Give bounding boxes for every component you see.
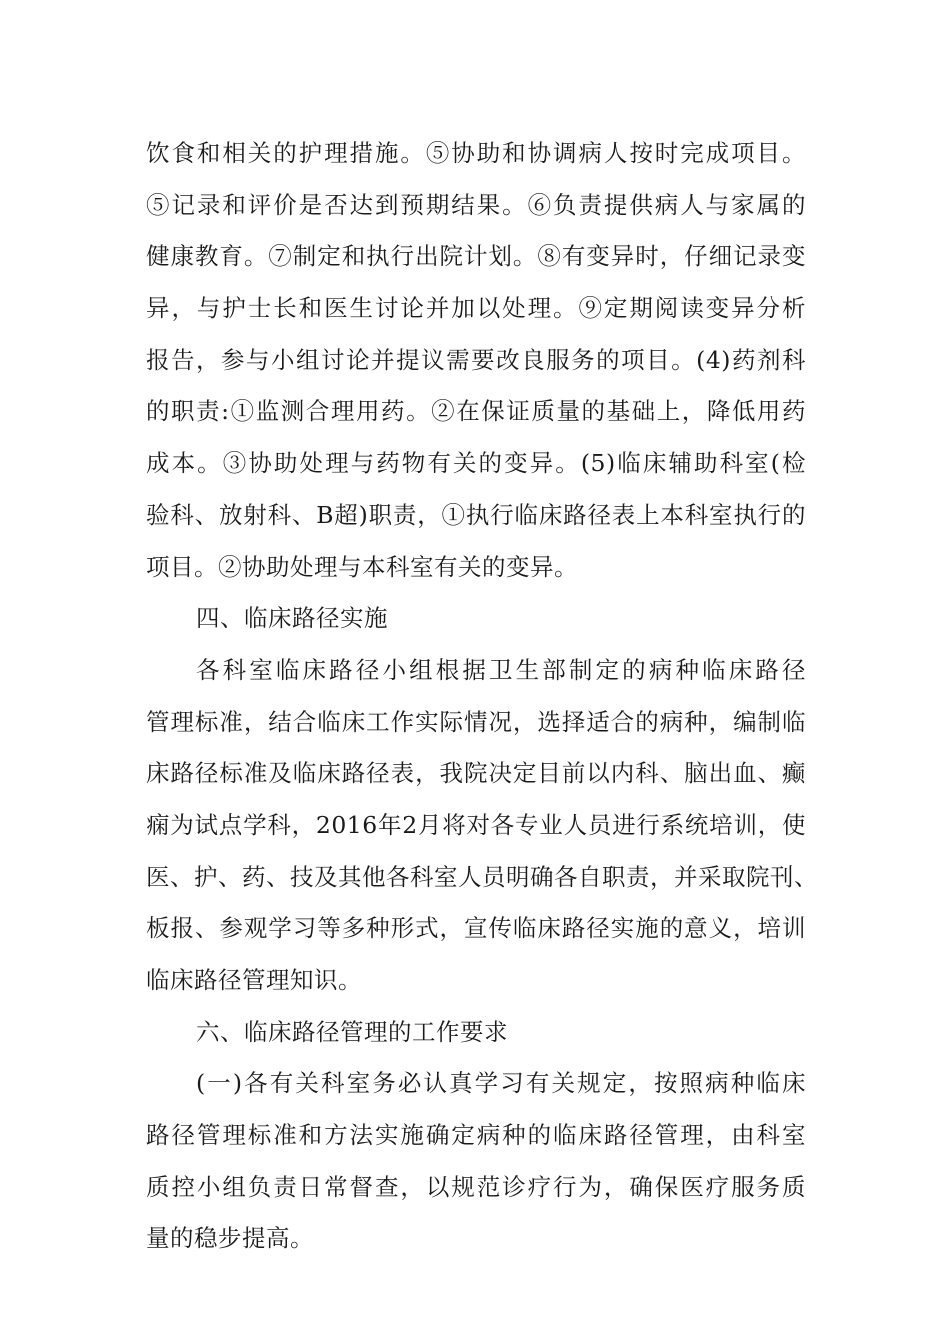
text-line: 各科室临床路径小组根据卫生部制定的病种临床路径: [196, 655, 806, 684]
text-line: 报告，参与小组讨论并提议需要改良服务的项目。(4)药剂科: [146, 345, 806, 374]
text-line: (一)各有关科室务必认真学习有关规定，按照病种临床: [196, 1069, 806, 1098]
text-line: 临床路径管理知识。: [146, 966, 362, 994]
text-line: 成本。③协助处理与药物有关的变异。(5)临床辅助科室(检: [146, 449, 806, 478]
text-line: 饮食和相关的护理措施。⑤协助和协调病人按时完成项目。: [146, 139, 806, 167]
text-line: 质控小组负责日常督查，以规范诊疗行为，确保医疗服务质: [146, 1172, 806, 1201]
text-line: 板报、参观学习等多种形式，宣传临床路径实施的意义，培训: [146, 914, 806, 943]
paragraph-nursing-pharmacy-duties: [146, 128, 806, 593]
paragraph-requirements: [146, 1058, 806, 1265]
section-heading-implementation: 四、临床路径实施: [196, 604, 388, 633]
text-line: 痫为试点学科，2016年2月将对各专业人员进行系统培训，使: [146, 810, 806, 839]
paragraph-implementation: [146, 645, 818, 1007]
text-line: 项目。②协助处理与本科室有关的变异。: [146, 552, 578, 581]
document-page: [146, 128, 818, 1265]
text-line: 管理标准，结合临床工作实际情况，选择适合的病种，编制临: [146, 707, 806, 736]
text-line: 路径管理标准和方法实施确定病种的临床路径管理，由科室: [146, 1121, 806, 1150]
text-line: 量的稳步提高。: [146, 1224, 314, 1253]
text-line: 床路径标准及临床路径表，我院决定目前以内科、脑出血、癫: [146, 759, 806, 788]
text-line: ⑤记录和评价是否达到预期结果。⑥负责提供病人与家属的: [146, 190, 806, 219]
text-line: 的职责:①监测合理用药。②在保证质量的基础上，降低用药: [146, 397, 806, 426]
text-line: 验科、放射科、B超)职责，①执行临床路径表上本科室执行的: [146, 500, 806, 529]
text-line: 医、护、药、技及其他各科室人员明确各自职责，并采取院刊、: [146, 862, 818, 891]
section-heading-requirements: 六、临床路径管理的工作要求: [196, 1017, 508, 1046]
text-line: 健康教育。⑦制定和执行出院计划。⑧有变异时，仔细记录变: [146, 242, 806, 271]
text-line: 异，与护士长和医生讨论并加以处理。⑨定期阅读变异分析: [146, 294, 806, 323]
